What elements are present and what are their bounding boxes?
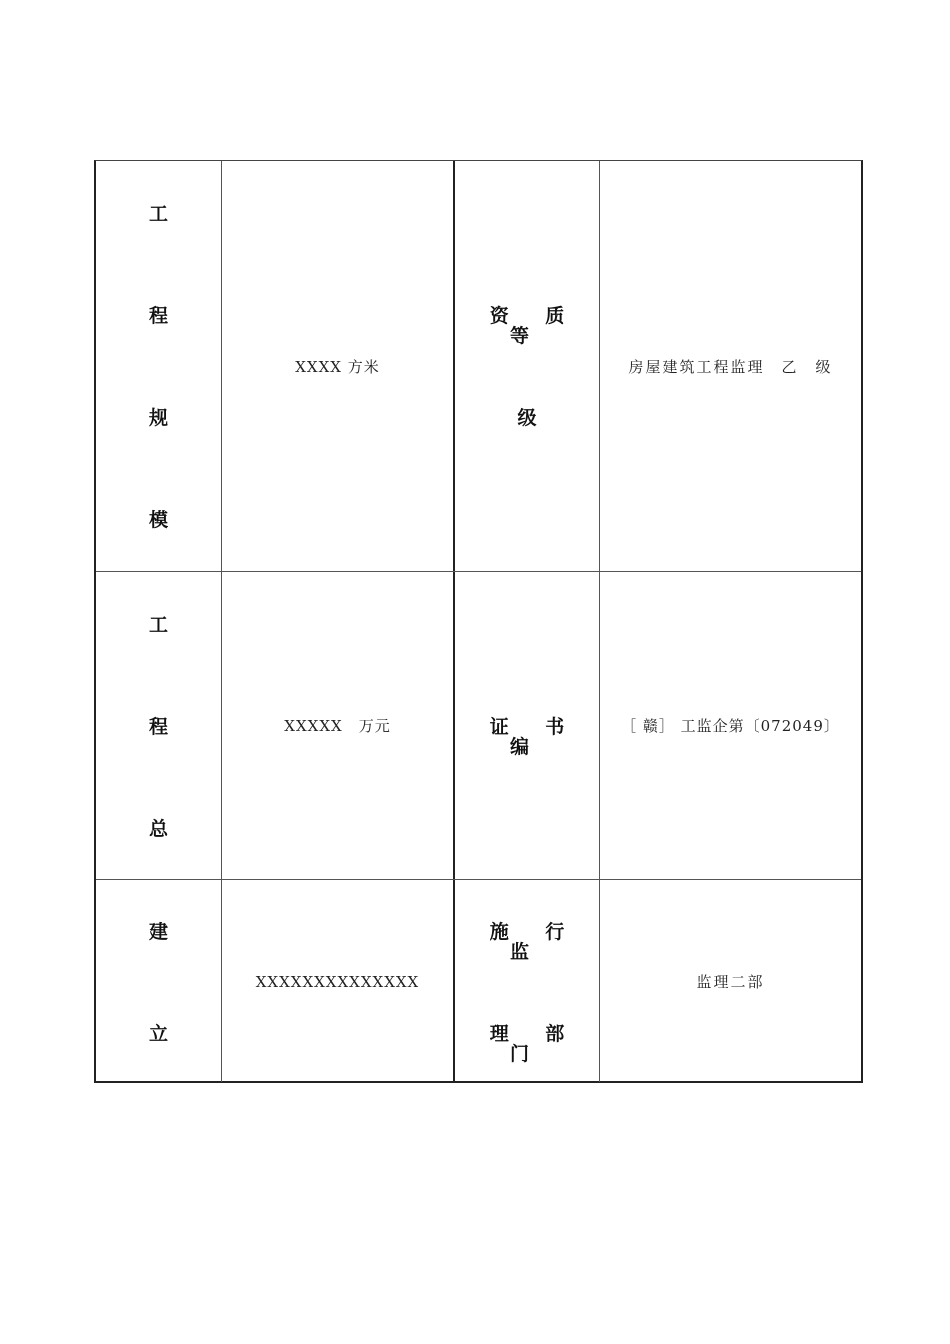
certificate-number-value: ［ 赣］ 工监企第〔072049〕 xyxy=(621,717,840,735)
field-label-line: 理 部 门 xyxy=(489,1023,580,1065)
table-row xyxy=(96,880,861,1082)
supervision-department-value: 监理二部 xyxy=(696,973,765,991)
label-char: 规 xyxy=(148,407,168,429)
row-value-cell xyxy=(222,161,455,571)
table-row xyxy=(96,572,861,880)
row-value-cell xyxy=(222,880,455,1082)
label-char: 程 xyxy=(148,716,168,738)
row-label-cell xyxy=(96,572,222,879)
field-label-cell xyxy=(455,161,600,571)
label-char: 工 xyxy=(148,203,168,225)
row-value-cell xyxy=(222,572,455,879)
qualification-grade-value: 房屋建筑工程监理 乙 级 xyxy=(628,358,833,376)
row-label-cell xyxy=(96,161,222,571)
label-char: 工 xyxy=(148,614,168,636)
project-total-value: XXXXX 万元 xyxy=(284,717,391,735)
field-label-line: 级 xyxy=(517,407,552,429)
label-char: 立 xyxy=(148,1023,168,1045)
establishment-value: XXXXXXXXXXXXXX xyxy=(255,973,420,991)
label-char: 模 xyxy=(148,509,168,531)
label-char: 建 xyxy=(148,921,168,943)
row-label-cell xyxy=(96,880,222,1082)
field-value-cell xyxy=(600,572,861,879)
info-table xyxy=(94,160,863,1083)
field-label-cell xyxy=(455,880,600,1082)
label-char: 总 xyxy=(148,818,168,840)
label-char: 程 xyxy=(148,305,168,327)
project-scale-value: XXXX 方米 xyxy=(295,358,380,376)
field-label-line: 施 行 监 xyxy=(489,921,580,963)
field-label-cell xyxy=(455,572,600,879)
field-value-cell xyxy=(600,161,861,571)
table-row xyxy=(96,161,861,572)
field-label-line: 资 质 等 xyxy=(489,305,580,347)
field-label-line: 证 书 编 xyxy=(489,716,580,758)
field-value-cell xyxy=(600,880,861,1082)
